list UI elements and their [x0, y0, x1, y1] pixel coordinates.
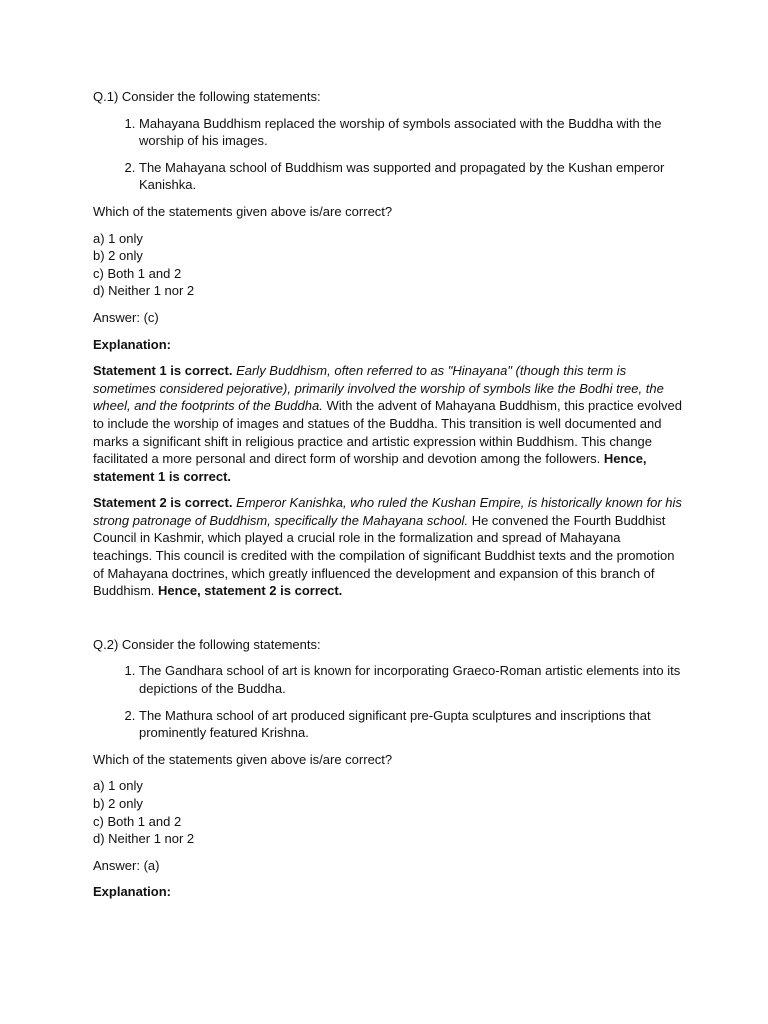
statement-item: 1. Mahayana Buddhism replaced the worship of symbols associated with the Buddha with the worship of his images.	[139, 115, 683, 150]
option-c: c) Both 1 and 2	[93, 265, 182, 281]
statement-list	[93, 115, 683, 194]
option-b: b) 2 only	[93, 248, 143, 264]
explanation-conclusion: Hence, statement 1 is correct.	[93, 451, 647, 484]
section-spacer	[93, 609, 683, 636]
option-d: d) Neither 1 nor 2	[93, 831, 195, 847]
explanation-paragraph-2	[93, 494, 683, 600]
statement-verdict: Statement 1 is correct.	[93, 363, 233, 379]
explanation-paragraph-1	[93, 362, 683, 485]
question-prompt: Which of the statements given above is/are correct?	[93, 203, 393, 219]
statement-item: 2. The Mahayana school of Buddhism was supported and propagated by the Kushan emperor Kanishka.	[139, 159, 683, 194]
option-a: a) 1 only	[93, 778, 143, 794]
question-prompt: Which of the statements given above is/are correct?	[93, 751, 393, 767]
option-list	[93, 777, 683, 847]
option-list	[93, 230, 683, 300]
question-2	[93, 636, 683, 901]
option-b: b) 2 only	[93, 796, 143, 811]
answer-line: Answer: (a)	[93, 857, 160, 873]
statement-item: 1. The Gandhara school of art is known for incorporating Graeco-Roman artistic elements into its depictions of the Buddha.	[139, 662, 683, 697]
question-1	[93, 88, 683, 600]
statement-item: 2. The Mathura school of art produced significant pre-Gupta sculptures and inscriptions that prominently featured Krishna.	[139, 707, 683, 742]
option-d: d) Neither 1 nor 2	[93, 283, 195, 299]
explanation-body: He convened the Fourth Buddhist Council in Kashmir, which played a crucial role in the formalization and spread of Mahayana teachings. This council is credited with the compilation of significant Buddhist texts and the promotion of Mahayana doctrines, which greatly influenced the development and expansion of this branch of Buddhism.	[93, 512, 675, 599]
explanation-heading: Explanation:	[93, 336, 172, 352]
option-c: c) Both 1 and 2	[93, 813, 182, 829]
explanation-heading: Explanation:	[93, 884, 172, 900]
statement-verdict: Statement 2 is correct.	[93, 495, 233, 511]
italic-explanation: Early Buddhism, often referred to as "Hinayana" (though this term is sometimes considered pejorative), primarily involved the worship of symbols like the Bodhi tree, the wheel, and the footprints of the Buddha.	[93, 363, 664, 414]
question-title: Q.2) Consider the following statements:	[93, 636, 321, 652]
answer-line: Answer: (c)	[93, 309, 159, 325]
option-a: a) 1 only	[93, 230, 143, 246]
explanation-body: With the advent of Mahayana Buddhism, this practice evolved to include the worship of images and statues of the Buddha. This transition is well documented and marks a significant shift in religious practice and artistic expression within Buddhism. This change facilitated a more personal and direct form of worship and devotion among the followers.	[93, 398, 682, 467]
statement-list	[93, 662, 683, 741]
document-content	[93, 88, 683, 910]
italic-explanation: Emperor Kanishka, who ruled the Kushan Empire, is historically known for his strong patronage of Buddhism, specifically the Mahayana school.	[93, 495, 682, 528]
explanation-conclusion: Hence, statement 2 is correct.	[158, 583, 343, 599]
question-title: Q.1) Consider the following statements:	[93, 89, 321, 104]
